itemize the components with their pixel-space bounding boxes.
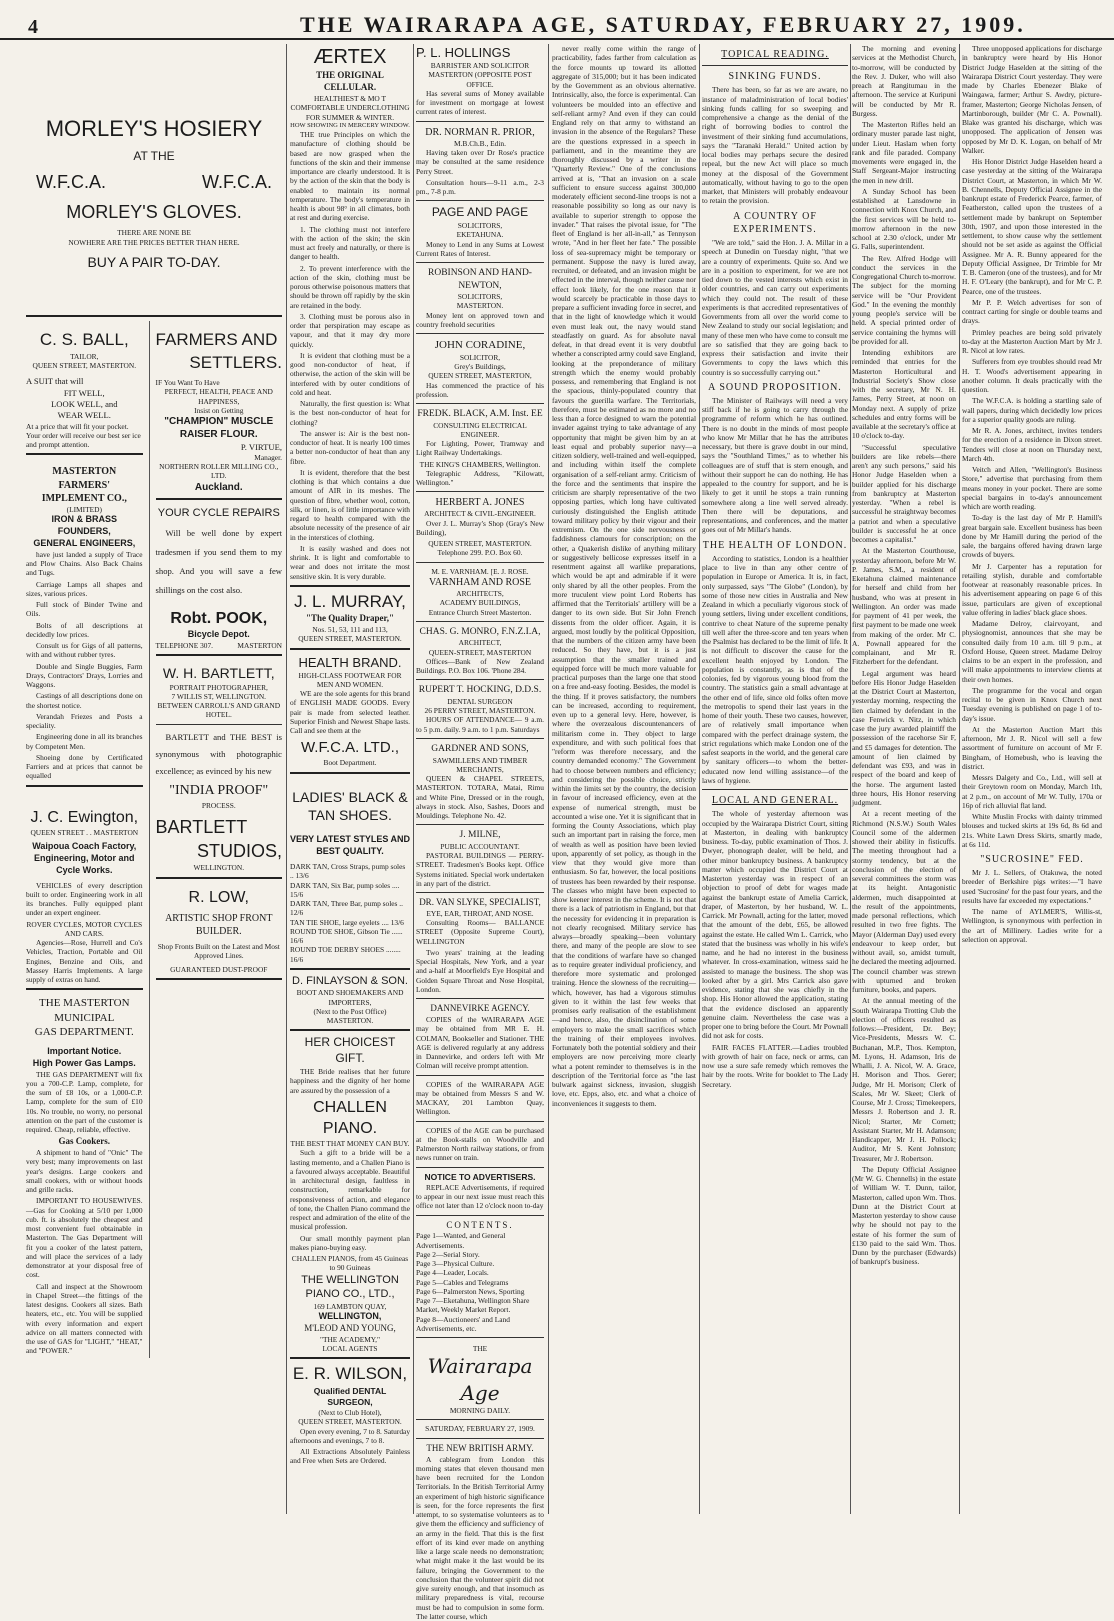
ad-text: Naturally, the first question is: What is the best non-conductor of heat for clothing? bbox=[290, 399, 410, 427]
ad-text: IMPORTANT TO HOUSEWIVES.—Gas for Cooking at 5/10 per 1,000 cub. ft. is absolutely the cheapest and most convenient fuel obtainable in Masterton. The Gas Department will fit you a cooker of the latest pattern, and will place the services of a lady demonstrator at your disposal free of cost. bbox=[26, 1196, 143, 1280]
contents-item: Page 4—Leader, Locals. bbox=[416, 1268, 489, 1278]
ad-text: Shoeing done by Certificated Farriers and at prices that cannot be equalled bbox=[26, 752, 143, 781]
ad-text: For Lighting, Power, Tramway and Light Railway Undertakings. bbox=[416, 439, 544, 458]
ad-text: Has commenced the practice of his profession. bbox=[416, 380, 544, 399]
ad-text: All Extractions Absolutely Painless and Free when Sets are Ordered. bbox=[290, 1447, 410, 1466]
ad-title: HER CHOICEST GIFT. bbox=[304, 1035, 396, 1066]
news-item: Sufferers from eye troubles should read Mr H. T. Wood's advertisement appearing in another column. It deals practically with the question. bbox=[962, 357, 1102, 394]
ad-line: M. E. VARNHAM. [E. J. ROSE. bbox=[431, 566, 529, 576]
ad-ewington bbox=[26, 807, 143, 985]
news-item: Mr R. A. Jones, architect, invites tenders for the erection of a residence in Dixon street. Tenders will close at noon on Thursday next, March 4th. bbox=[962, 426, 1102, 463]
ad-text: Has several sums of Money available for investment on mortgage at lowest current rates of interest. bbox=[416, 88, 544, 117]
column-6 bbox=[852, 44, 956, 1514]
ad-line: Entrance Church Street Masterton. bbox=[428, 607, 532, 617]
ad-title: MORLEY'S HOSIERY bbox=[45, 116, 263, 141]
column-3 bbox=[416, 44, 544, 1621]
ad-text: BARTLETT and THE BEST is synonymous with photographic excellence; as evinced by his new bbox=[155, 731, 282, 777]
column-1 bbox=[26, 44, 282, 1514]
ad-line: (Next to the Post Office) MASTERTON. bbox=[313, 1006, 387, 1026]
contents-item: Page 6—Palmerston News, Sporting bbox=[416, 1286, 525, 1296]
ad-text: It is easily washed and does not shrink. It is light and comfortable to wear and does not irritate the most sensitive skin. It is very durable. bbox=[290, 543, 410, 581]
news-item: The morning and evening services at the Methodist Church, to-morrow, will be conducted by the Rev. J. Duker, who will also preach at Rangitumau in the afternoon. The service at Kuripuni will be conducted by Mr R. Burgess. bbox=[852, 44, 956, 118]
ad-text: HOURS OF ATTENDANCE— 9 a.m. to 5 p.m. daily. 9 a.m. to 1 p.m. Saturdays bbox=[416, 715, 544, 734]
column-rule bbox=[850, 44, 851, 1514]
news-item: White Muslin Frocks with dainty trimmed blouses and tucked skirts at 19s 6d, 8s 6d and 21s. White Lawn Dress Skirts, smartly made, at 6s 11d. bbox=[962, 812, 1102, 849]
ad-line: VERY LATEST STYLES AND BEST QUALITY. bbox=[290, 834, 411, 857]
section-heading: CONTENTS. bbox=[446, 1219, 514, 1230]
ad-line: BOOT AND SHOEMAKERS AND IMPORTERS, bbox=[296, 988, 404, 1007]
ad-column-right bbox=[156, 321, 282, 1357]
ad-line: "The Quality Draper," bbox=[306, 613, 394, 624]
article-text: never really come within the range of practicability, fades farther from calculation as the force mounts up toward its allotted aggregate of 315,000; but it has been indicated by the Government as an obvious alternative. Intrinsically, also, the force is experimental. Can volunteers be moulded into an effective and self-reliant army? And even if they can could England rely on that army to withstand an invasion in the absence of the Regulars? These are the questions expressed in a speech in parliament, and in the meantime they are thoroughly discussed by a writer in the "Quarterly Review." One of the conclusions arrived at is, "That an invasion on a scale sufficient to ensure success against 300,000 moderately efficient second-line troops is not a reasonable possibility so long as our navy is available to superior strength to oppose the invader." That raises the pivotal issue, for "The fleet of England is her all-in-all," as Tennyson wrote, "And in her fleet her fate." The possible loss of sea-supremacy might be temporary or permanent. Suppose the navy is lured away, recruited, or defeated, and an invasion might be effected in the interval, though neither cause nor effect look likely, for the one reason that it would scarcely be practicable in those days to prepare a sufficient invading force in secret, and that in the light of knowledge which it would even must leak out, the navy would stand steadfastly on guard. As for absolute naval defeat, in that dread event it is very doubtful whether a conscripted army could save England, looking at the preponderance of military strength which the enemy would probably possess, and remembering that England is not the spacious, thinly-populated country that favours the guerilla warfare. The Territorials, therefore, must be estimated as no more and no less than a force designed to warn the potential invader against trying to take advantage of any opportunity that might be given him by an at least equal and probably superior navy—a citizen soldiery, well-trained and well-equipped, and including within itself the complete organisation of a self-reliant army. Criticism of the force and the sentiments that inspire the criticism are sharply representative of the two opposing parties, which long have cultivated curiously distinguished the English attitude toward military policy by their vigour and their extremism. On the one side nervousness or faddishness clamours for conscription; on the other, a Quakerish dislike of anything military or suggestively bellicose expresses itself in a resentment against all warlike preparations, which would be apt and admirable if it were only shared by all the other peoples. From the more truculent view point Lord Roberts has affirmed that the Territorials' artillery will be a danger to its own side. But Sir John French dissents from the older officer. Again, it is argued, most loudly by the political Opposition, that the numbers of the citizen army have been reduced. So they have, but it is a just assumption that the smaller trained and equipped force will be much more valuable for practical purposes than the large one that stood on a free and-easy footing. Besides, the model is the thing. If it proves satisfactory, the numbers can be increased, according to requirement, even up to a general levy. Here, however, is where the overzealous discountenancers of militarism come in. They object to large expenditure, and with such political foes that "reform was therefore necessary, and the country demanded economy." The Government had to choose between numbers and efficiency; and considering the possible choice, strictly within the limits set by the country, the decision in favour of increased efficiency, even at the expense of numerical strength, must be accounted a wise one. Yet it is significant that in forming the County Associations, which play such an important part in raising the force, men of wealth as well as position have been levied upon, apparently of set policy, as though in the view that they would give more than enthusiasm. So far, however, the local positions of trustees has been rewarded by their response. The classes who might have been expected to show keener interest in the scheme. It is not that there is a lack of patriotism in England, but that the necessity for evidencing it in preparation is not clearly recognised. Military service has always—broadly speaking—been voluntary there, and many of the people are slow to see that the conditions of warfare have so changed as to require greater individual proficiency, and therefore more systematic and prolonged training. Hence the slowness of the recruiting—which, however, has had a vigorous stimulus given to it within the last few weeks that promises early realisation of the establishment—and hence, also, the disinclination of some employers to make the small sacrifices which the training of their employees involves. Fortunately both the potential soldiery and their employers are now perceiving more clearly what a potent reminder to themselves is in the description of the Territorial force as "the last bulwark against sickness, invasion, sluggish love, etc. Epps, also, etc. and what a choice of inconveniences it suggests to them. bbox=[552, 44, 696, 1108]
news-item: At the annual meeting of the South Wairarapa Trotting Club the election of officers resulted as follows:—President, Dr. Bey; Vice-Presidents, Messrs W. C. Buchanan, M.P., Thos. Kempton, M. Lyons, H. Adamson, Iris de Whalli, J. A. Nicol, W. A. Grace, H. Morison and Thos. Gerer; Judge, Mr H. Morison; Clerk of Scales, Mr W. Skeet; Clerk of Course, Mr J. Cross; Timekeepers, Messrs J. Robertson and J. R. Nicol; Starter, Mr Cornett; Assistant Starter, Mr H. Adamson; Handicapper, Mr J. H. Pollock; Auditor, Mr S. Kent Johnston; Treasurer, Mr J. Robertson. bbox=[852, 996, 956, 1163]
ad-title: R. LOW, bbox=[188, 888, 249, 906]
ad-text: Call and inspect at the Showroom in Chapel Street—the fittings of the latest designs. Cookers all sizes. Bath heaters, etc., etc. You will be supplied with every information and expert advice on all matters connected with the use of GAS for "LIGHT," "HEAT," and "POWER." bbox=[26, 1281, 143, 1356]
ad-text: Money to Lend in any Sums at Lowest Current Rates of Interest. bbox=[416, 239, 544, 258]
ad-line: Nos. 51, 53, 111 and 113, bbox=[312, 625, 388, 635]
contents-item: Page 3—Physical Culture. bbox=[416, 1259, 495, 1269]
ad-title: DR. VAN SLYKE, SPECIALIST, bbox=[419, 897, 541, 908]
contents-item: Page 1—Wanted, and General Advertisements. bbox=[416, 1231, 506, 1250]
ad-line: M.B.Ch.B., Edin. bbox=[454, 138, 506, 148]
ad-title: PAGE AND PAGE bbox=[431, 205, 529, 220]
ad-line: Your order will receive our best ser ice and prompt attention. bbox=[26, 430, 141, 450]
ad-line: SOLICITOR, bbox=[459, 352, 501, 362]
ad-line: TELEPHONE 307. bbox=[155, 640, 214, 650]
section-heading: TOPICAL READING. bbox=[721, 49, 829, 60]
ad-line: LOCAL AGENTS bbox=[322, 1343, 378, 1353]
ad-title: D. FINLAYSON & SON. bbox=[292, 974, 408, 987]
contents-list bbox=[416, 1231, 544, 1333]
ad-line: IRON & BRASS FOUNDERS, bbox=[51, 514, 118, 537]
ad-text: Our small monthly payment plan makes piano-buying easy. bbox=[290, 1233, 410, 1252]
paper-name: Wairarapa Age bbox=[427, 1354, 533, 1405]
ad-line: (Next to Club Hotel), bbox=[318, 1408, 382, 1418]
ad-text: Engineering done in all its branches by Competent Men. bbox=[26, 732, 143, 751]
ad-line: QUEEN STREET, MASTERTON. bbox=[428, 539, 532, 549]
ad-farmers bbox=[156, 329, 282, 494]
article-heading: A COUNTRY OF EXPERIMENTS. bbox=[733, 210, 817, 235]
news-item: The programme for the vocal and organ recital to be given in Knox Church next Tuesday evening is published on page 1 of to-day's issue. bbox=[962, 685, 1102, 723]
news-item: Three unopposed applications for discharge in bankruptcy were heard by His Honor District Judge Haselden at the sitting of the Wairarapa District Court yesterday. They were made by Charles Ebenezer Blake of Waingawa, farmer; Arthur S. Awdry, picture-framer, Masterton; George Nicholas Jensen, of Martinborough, builder (Mr C. A. Pownall). Blake was granted his discharge, which was unopposed. The application of Jensen was opposed by Mr D. K. Logan, on behalf of Mr Walker. bbox=[962, 44, 1102, 155]
ad-line: (LIMITED) bbox=[66, 504, 102, 514]
ad-title: RUPERT T. HOCKING, D.D.S. bbox=[418, 685, 542, 696]
ad-line: CONSULTING ELECTRICAL ENGINEER. bbox=[433, 420, 527, 439]
ad-text: Will be well done by expert tradesmen if you send them to my shop. And you will save a few shillings on the cost also. bbox=[155, 528, 282, 596]
article-heading: "SUCROSINE" FED. bbox=[980, 854, 1084, 865]
ad-title: C. S. BALL, bbox=[39, 330, 129, 350]
column-5 bbox=[702, 44, 848, 1514]
news-item: His Honor District Judge Haselden heard a case yesterday at the sitting of the Wairarapa District Court, at Masterton, in which Mr W. B. Chennells, Deputy Official Assignee in the bankrupt estate of Frederick Pearce, farmer, of Featherston, called upon the trustees of a settlement made by bankrupt on September 30th, 1907, and upon those interested in the settlement, to show cause why the settlement should not be set aside as against the Official Assignee. Mr A. R. Bunny appeared for the Deputy Official Assignee, Dr Trimble for Mr T. B. Cameron (one of the trustees), and for Mr H. F. O'Leary (the bankrupt), and for Mr C. P. Pearce, one of the trustees. bbox=[962, 157, 1102, 296]
news-item: Primley peaches are being sold privately to-day at the Masterton Auction Mart by Mr J. R. Nicol at low rates. bbox=[962, 327, 1102, 355]
ad-line: HIGH-CLASS FOOTWEAR FOR MEN AND WOMEN. bbox=[298, 670, 402, 689]
article-text: The Minister of Railways will need a very stiff back if he is going to carry through the programme of reform which he has outlined. There is no doubt in the minds of most people who know Mr Millar that he has the attributes necessary, but there is grave doubt in our mind, says the "Southland Times," as to whether his colleagues are of stuff that is stern enough, and without their support he can do nothing. He has appealed to the country for support, and he is likely to get it until he stops a train running somewhere along a line well served already. Then there will be deputations, and representations, and conferences, and the matter goes out of Mr Millar's hands. bbox=[702, 395, 848, 535]
ad-text: 2. To prevent interference with the action of the skin, clothing must be porous otherwise poisonous matters that should be thrown off rapidly by the skin are retained in the body. bbox=[290, 263, 410, 310]
contents-item: Page 5—Cables and Telegrams bbox=[416, 1277, 509, 1287]
ad-text: VEHICLES of every description built to order. Engineering work in all its branches. Fully equipped plant under an expert engineer. bbox=[26, 880, 143, 918]
ad-text: Consultation hours—9-11 a.m., 2-3 pm., 7-8 p.m. bbox=[416, 177, 544, 197]
ad-title: J. C. Ewington, bbox=[30, 808, 139, 826]
ad-line: HOW SHOWING IN MERCERY WINDOW. bbox=[290, 121, 410, 129]
ad-line: PUBLIC ACCOUNTANT. bbox=[440, 841, 520, 851]
ad-title: FARMERS AND bbox=[155, 330, 278, 350]
contents-item: Page 8—Auctioneers' and Land Advertisements, etc. bbox=[416, 1314, 510, 1333]
article-heading: THE NEW BRITISH ARMY. bbox=[426, 1442, 534, 1453]
ad-text: Over J. L. Murray's Shop (Gray's New Building), bbox=[416, 518, 544, 537]
ad-bartlett-studios bbox=[156, 729, 282, 873]
column-rule bbox=[548, 44, 549, 1514]
ad-line: MASTERTON (OPPOSITE POST OFFICE. bbox=[428, 70, 532, 89]
ad-text: COPIES of the WAIRARAPA AGE may be obtained from Messrs S and W. MACKAY, 201 Lambton Quay, Wellington. bbox=[416, 1079, 544, 1117]
ad-text: COPIES of the WAIRARAPA AGE may be obtained from MR E. H. COLMAN, Bookseller and Stationer. THE AGE is delivered regularly at any address in Dannevirke, and orders left with Mr Colman will receive prompt attention. bbox=[416, 1015, 544, 1071]
ad-text: THE true Principles on which the manufacture of clothing should be based are now grasped when the functions of the skin and their immense importance are clearly understood. It is by the action of the skin that the body is enabled to maintain its normal temperature. The body's temperature in health is about 98° in all climates, both at rest and during exercise. bbox=[290, 130, 410, 223]
article-heading: THE HEALTH OF LONDON. bbox=[702, 539, 848, 551]
news-item: Madame Delroy, clairvoyant, and physiognomist, announces that she may be consulted daily from 10 a.m. till 9 p.m., at Oxford House, Queen street. Madame Delroy claims to be an expert in the profession, and will make appointments to interview clients at their own homes. bbox=[962, 619, 1102, 684]
article-text: A cablegram from London this morning states that eleven thousand men have been recruited for the London Territorials. In the British Territorial Army an experiment of high historic significance is seen, for the force represents the first attempt, to so systematise volunteers as to give them the efficiency and sufficiency of an army in the field. That this is the first effort of its kind ever made on anything like a large scale needs no demonstration; what might make it the last would be its failure, bringing the Government to the conclusion that the volunteer spirit did not give sureity enough, and that insomuch as military preparedness is vital, recourse must be had to compulsion in some form. The latter course, which bbox=[416, 1454, 544, 1621]
price-list-item: DARK TAN, Six Bar, pump soles .... 15/6 bbox=[290, 880, 400, 899]
ad-line: 26 PERRY STREET, MASTERTON. bbox=[424, 706, 536, 716]
ad-line: WELLINGTON. bbox=[193, 863, 245, 873]
ad-line: M'LEOD AND YOUNG, bbox=[304, 1322, 396, 1333]
ad-line: THE ORIGINAL CELLULAR. bbox=[316, 70, 384, 93]
news-item: Veitch and Allen, "Wellington's Business Store," advertise that purchasing from them means money in your pocket. There are some special bargains in to-day's announcement which are worth reading. bbox=[962, 465, 1102, 511]
ad-text: PASTORAL BUILDINGS — PERRY-STREET. Tradesmen's Books kept. Office Systems initiated. Special work undertaken in any part of the district. bbox=[416, 851, 544, 888]
article-text: "We are told," said the Hon. J. A. Millar in a speech at Dunedin on Tuesday night, "that we are a country of experiments. Quite so. And we are in a position to experiment, for we are not tied down to the vested interests which exist in older countries, and can carry out experiments which they could not. The result of these experiments is that accredited representatives of Governments from all over the world come to New Zealand to study our social legislation; and many of these men who have come to consult me are so satisfied that they are going back to express their satisfaction and invite their Governments to copy the laws which this country is so successfully carrying out." bbox=[702, 238, 848, 377]
news-item: Messrs Dalgety and Co., Ltd., will sell at their Greytown room on Monday, March 1th, at 2 p.m., on account of Mr W. Tully, 170a or 16p of rich alluvial flat land. bbox=[962, 773, 1102, 810]
ad-line: Gas Cookers. bbox=[58, 1136, 111, 1147]
ad-line: PERFECT, HEALTH, PEACE AND HAPPINESS, bbox=[164, 387, 273, 406]
news-item: Mr P. P. Welch advertises for son of contract carting for single or double teams and drays. bbox=[962, 297, 1102, 326]
ad-line: ARCHITECT, bbox=[458, 638, 502, 648]
news-item: Legal argument was heard before His Honor Judge Haselden at the District Court at Masterton, yesterday morning, respecting the lien claimed by defendant in the case Fenwick v. Nitz, in which case the jury awarded plaintiff the possession of the racehorse Sir F, and £5 damages for detention. The amount of lien claimed by defendant was £93, and was in respect of the board and keep of the horse. The argument lasted three hours, His Honor reserving judgment. bbox=[852, 668, 956, 807]
ad-line: THE WELLINGTON PIANO CO., LTD., bbox=[301, 1273, 399, 1301]
news-item: The Rev. Alfred Hodge will conduct the services in the Congregational Church to-morrow. The subject for the morning service will be "Our Provident God." In the evening the monthly young people's service will be held. A special printed order of service containing the hymns will be provided for all. bbox=[852, 253, 956, 346]
ad-line: BUY A PAIR TO-DAY. bbox=[87, 253, 221, 270]
price-list-item: DARK TAN, Cross Straps, pump soles .. 13/6 bbox=[290, 862, 406, 881]
ad-text: 1. The clothing must not interfere with the action of the skin; the skin must act freely and naturally, or there is danger to health. bbox=[290, 224, 410, 262]
ad-title: ÆRTEX bbox=[313, 46, 387, 68]
news-item: Mr J. L. Sellers, of Otakuwa, the noted breeder of Berkshire pigs writes:—"I have used 'Sucrosine' for the past four years, and the results have far exceeded my expectations." bbox=[962, 868, 1102, 905]
ad-line: Insist on Getting bbox=[194, 405, 244, 415]
ad-title: JOHN CORADINE, bbox=[434, 339, 526, 352]
ad-text: 3. Clothing must be porous also in order that perspiration may escape as vapour, and that it may dry more quickly. bbox=[290, 311, 410, 349]
ad-text: Full stock of Binder Twine and Oils. bbox=[26, 600, 143, 619]
ad-line: ARCHITECTS, bbox=[456, 589, 504, 599]
ad-line: QUEEN STREET, MASTERTON. bbox=[32, 361, 137, 371]
ad-title: CHALLEN PIANO. bbox=[313, 1098, 387, 1137]
ad-line: DENTAL SURGEON bbox=[447, 696, 513, 706]
news-item: The W.F.C.A. is holding a startling sale of wall papers, during which decidedly low prices for a superior quality goods are ruling. bbox=[962, 396, 1102, 424]
ad-line: "CHAMPION" MUSCLE RAISER FLOUR. bbox=[164, 416, 274, 441]
news-item: The Masterton Rifles held an ordinary muster parade last night, under Lieut. Haslam when forty rank and file paraded. Company movements were engaged in, the Staff Sergeant-Major instructing the men in new drill. bbox=[852, 120, 956, 185]
news-item: At a recent meeting of the Richmond (N.S.W.) South Wales Council some of the aldermen showed their ability in fisticuffs. The meeting throughout had a stormy tendency, but at the conclusion of the election of several committees the storm was at its height. Antagonistic aldermen, much disappointed at the result of the appointments, made personal reflections, which resulted in two free fights. The Mayor (Alderman Day) used every endeavour to keep order, but without avail, so, amidst tumult, he declared the meeting adjourned. The council chamber was strewn with upturned and broken furniture, books, and papers. bbox=[852, 809, 956, 994]
ad-line: "INDIA PROOF" bbox=[169, 783, 269, 799]
ad-line: HEALTHIEST & MO T COMFORTABLE UNDERCLOTHING FOR SUMMER & WINTER. bbox=[290, 94, 410, 122]
article-heading: A SOUND PROPOSITION. bbox=[708, 381, 842, 393]
ad-title: E. R. WILSON, bbox=[292, 1364, 408, 1384]
ad-title: CHAS. G. MONRO, F.N.Z.I.A, bbox=[419, 626, 541, 637]
ad-line: WELLINGTON, bbox=[318, 1310, 382, 1321]
news-item: The name of AYLMER'S, Willis-st, Wellington, is synonymous with perfection in the art of Millinery. Ladies write for a selection on approval. bbox=[962, 907, 1102, 944]
ad-text: Carriage Lamps all shapes and sizes, various prices. bbox=[26, 579, 143, 598]
ad-text: A shipment to hand of "Onic" The very best; many improvements on last year's designs. Large cookers and small cookers, with or without hoods and grille racks. bbox=[26, 1148, 143, 1195]
news-item: At the Masterton Courthouse, yesterday afternoon, before Mr W. P. James, S.M., a resident of Eketahuna claimed maintenance for herself and child from her husband, who was at present in Wellington. An order was made for payment of 41 per week, the first payment to be made one week from making of the order. Mr C. A. Pownall appeared for the complainant, and Mr R. Fitzherbert for the defendant. bbox=[852, 546, 956, 667]
ad-title: HEALTH BRAND. bbox=[298, 654, 402, 670]
article-text: The whole of yesterday afternoon was occupied by the Wairarapa District Court, sitting at Masterton, in dealing with bankruptcy business. To-day, public examination of Thos. J. Dwyer, phonograph dealer, will be held, and other minor bankruptcy business. A bankruptcy matter which occupied the District Court at Masterton yesterday was in respect of an objection to proof of debt for wages made against the bankrupt estate of Amelia Carrick, draper, of Masterton, by her husband, W. L. Carrick. Mr Pownall, acting for the latter, moved that the amount of the debt, £65, be allowed against the estate. He called Wm L. Carrick, who stated that the business was wholly in his wife's name, and he had no interest in the business whatever. In cross-examination, witness said he assisted to manage the business. The shop was looked after by a girl. Mrs Carrick also gave evidence, stating that she was chiefly in the shop. His Honor allowed the application, stating that the evidence disclosed an apparently genuine claim. Nevertheless the case was a proper one to bring before the Court. Mr Pownall did not ask for costs. bbox=[702, 809, 848, 1041]
ad-line: ROVER CYCLES, MOTOR CYCLES AND CARS. bbox=[26, 919, 143, 938]
ad-title: MASTERTON FARMERS' IMPLEMENT CO., bbox=[41, 466, 127, 504]
news-item: A Sunday School has been established at Lansdowne in connection with Knox Church, and the first services will be held to-morrow afternoon in the new school at 2.30 o'clock, under Mr G. Falls, superintendent. bbox=[852, 186, 956, 252]
ad-text: It is evident, therefore that the best clothing is that which contains a due amount of AIR in its meshes. The question of fibre, whether wool, cotton, silk, or linen, is of little importance with regard to health compared with the absolute necessity of the presence of air in the interstices of clothing. bbox=[290, 467, 410, 542]
ad-line: High Power Gas Lamps. bbox=[32, 1057, 136, 1068]
ad-line: Important Notice. bbox=[47, 1045, 122, 1056]
ad-line: Telephone 299. P.O. Box 60. bbox=[437, 548, 523, 558]
ad-line: IF You Want To Have bbox=[155, 378, 220, 388]
ad-title: GAS DEPARTMENT. bbox=[34, 1026, 134, 1039]
ad-line: P. VIRTUE, bbox=[240, 441, 282, 452]
column-rule bbox=[959, 44, 960, 1514]
ad-line: GUARANTEED DUST-PROOF bbox=[170, 964, 268, 974]
ad-title: P. L. HOLLINGS bbox=[416, 45, 511, 60]
ad-title: GARDNER AND SONS, bbox=[431, 743, 529, 754]
ad-line: WEAR WELL. bbox=[57, 410, 111, 421]
ad-line: At a price that will fit your pocket. bbox=[26, 421, 129, 431]
ad-text: THE GAS DEPARTMENT will fix you a 700-C.P. Lamp, complete, for the sum of £8 10s, or a 1,000-C.P. Lamp, complete for the sum of £10 10s. No trouble, no worry, no personal attention on the part of the customer is required. Cheap, reliable, effective. bbox=[26, 1069, 143, 1135]
ad-text: have just landed a supply of Trace and Plow Chains. Also Back Chains and Tugs. bbox=[26, 549, 143, 578]
ad-text: Verandah Friezes and Posts a speciality. bbox=[26, 711, 143, 731]
newspaper-title: THE WAIRARAPA AGE, SATURDAY, FEBRUARY 27, 1909. bbox=[300, 12, 1026, 37]
paper-date: SATURDAY, FEBRUARY 27, 1909. bbox=[425, 1424, 535, 1434]
ad-gas bbox=[26, 996, 143, 1355]
ad-text: The answer is: Air is the best non-conductor of heat. It is nearly 100 times a better non-conductor of heat than any fibre. bbox=[290, 428, 410, 466]
price-list-item: ROUND TOE SHOE, Gibson Tie ...... 16/6 bbox=[290, 926, 403, 946]
ad-line: PORTRAIT PHOTOGRAPHER, bbox=[169, 682, 268, 692]
ad-text: WE are the sole agents for this brand of ENGLISH MADE GOODS. Every pair is made from selected leather. Superior Finish and Newest Shape lasts. Call and see them at the bbox=[290, 689, 410, 736]
ad-text: THE Bride realises that her future happiness and the dignity of her home are assured by the possession of a bbox=[290, 1067, 410, 1095]
ad-title: DANNEVIRKE AGENCY. bbox=[430, 1003, 530, 1014]
ad-line: BARRISTER AND SOLICITOR bbox=[430, 61, 530, 71]
ad-title: VARNHAM AND ROSE bbox=[428, 576, 532, 588]
ad-morley bbox=[26, 44, 282, 311]
ad-title: FREDK. BLACK, A.M. Inst. EE bbox=[417, 409, 543, 419]
ad-line: ARTISTIC SHOP FRONT BUILDER. bbox=[165, 912, 273, 938]
column-rule bbox=[699, 44, 700, 1514]
ad-line: 7 WILLIS ST, WELLINGTON. bbox=[171, 691, 267, 701]
contents-item: Page 7—Eketahuna, Wellington Share Market, Weekly Market Report. bbox=[416, 1296, 530, 1315]
article-text: According to statistics, London is a healthier place to live in than any other centre of population in Europe or America. It is, in fact, only surpassed, says "The Globe" (London), by some of those new cities in Australia and New Zealand in which a peculiarly vigorous stock of young settlers, living under excellent conditions, contrive to cheat Nature of the supreme penalty till well after the three-score and ten years when the Psalmist has declared to be the limit of life. It is not difficult to discover the cause for the excellent health enjoyed by London. The population is constantly, as is that of the colonies, fed by vigorous young blood from the country. The statistics gain a small advantage at the other end of life, since old folks often move the metropolis to spend their last years in the home of their youth. These two causes, however, are of relatively small importance when compared with the perfect drainage system, the strict regulations which make London one of the safest seaports in the world, and the general care by sanitary officers—to whom the better-educated now lend willing assistance—of the laws of hygiene. bbox=[702, 553, 848, 785]
column-4 bbox=[552, 44, 696, 1514]
ad-title: W.F.C.A. LTD., bbox=[300, 739, 400, 757]
column-7 bbox=[962, 44, 1102, 1514]
article-text: There has been, so far as we are aware, no instance of maladministration of local bodies' sinking funds calling for so sweeping and comprehensive a change as the denial of the right of borrowing bodies to control the investment of their sinking fund accumulations, says the "Taranaki Herald." United action by local bodies may perhaps secure the desired repeal, but the new Act will place so much money at the disposal of the Government automatically, without having to go to the open market, that Ministers will probably endeavour to retain the provision. bbox=[702, 85, 848, 206]
news-item: Intending exhibitors are reminded that entries for the Masterton Horticultural and Industrial Society's Show close with the secretary, Mr N. H. James, Perry Street, at noon on Monday next. A supply of prize schedules and entry forms will be available at the secretary's office at 10 o'clock to-day. bbox=[852, 348, 956, 441]
ad-text: REPLACE Advertisements, if required to appear in our next issue must reach this office not later than 12 o'clock noon to-day bbox=[416, 1182, 544, 1211]
ad-title: THE MASTERTON bbox=[39, 997, 130, 1010]
ad-line: QUEEN STREET, MASTERTON. bbox=[298, 1417, 402, 1427]
ad-text: Such a gift to a bride will be a lasting memento, and a Challen Piano is a favoured always acceptable. Beautiful in architectural design, faultless in construction, remarkable for responsiveness of action, and elegance of tone, the Challen Piano command the respect and admiration of the elite of the musical profession. bbox=[290, 1148, 410, 1232]
ad-line: Bicycle Depot. bbox=[187, 629, 250, 640]
ad-line: NORTHERN ROLLER MILLING CO., LTD. bbox=[159, 462, 279, 481]
ad-line: PROCESS. bbox=[201, 800, 236, 810]
ad-line: CHALLEN PIANOS, from 45 Guineas to 90 Guineas bbox=[291, 1254, 409, 1273]
ad-text: Double and Single Buggies, Farm Drays, Contractors' Drays, Lorries and Waggons. bbox=[26, 661, 143, 690]
ad-title: Robt. POOK, bbox=[170, 610, 268, 627]
ad-title: SETTLERS. bbox=[189, 352, 282, 372]
news-item: To-day is the last day of Mr P. Hamill's great bargain sale. Excellent business has been done by Mr Hamill during the period of the sale, the bargains offered having drawn large crowds of buyers. bbox=[962, 513, 1102, 560]
ad-bartlett bbox=[156, 664, 282, 719]
ad-line: QUEEN STREET . . MASTERTON bbox=[30, 827, 139, 837]
ad-text: Consulting Rooms— BALLANCE STREET (Opposite Supreme Court), WELLINGTON bbox=[416, 918, 544, 946]
column-2 bbox=[290, 44, 410, 1514]
ad-line: 169 LAMBTON QUAY, bbox=[313, 1301, 387, 1311]
price-list bbox=[290, 862, 410, 964]
price-list-item: ROUND TOE DERBY SHOES ........ 16/6 bbox=[290, 945, 401, 964]
news-item: "Successful speculative builders are like rebels—there aren't any such persons," said his Honor Judge Haselden when a builder applied for his discharge from bankruptcy at Masterton yesterday. "When a rebel is successful he straightway becomes a patriot and when a speculative builder is successful he at once becomes a capitalist." bbox=[852, 442, 956, 544]
ad-line: THE KING'S CHAMBERS, Wellington. bbox=[419, 459, 541, 469]
ad-line: Waipoua Coach Factory, Engineering, Motor and Cycle Works. bbox=[32, 840, 137, 875]
ad-title: STUDIOS, bbox=[196, 840, 282, 861]
masthead bbox=[0, 0, 1114, 40]
price-list-item: TAN TIE SHOE, large eyelets .... 13/6 bbox=[290, 917, 404, 927]
news-item: At the Masterton Auction Mart this afternoon, Mr J. R. Nicol will sell a few assortment of furniture on account of Mr F. Bingham, of Homebush, who is leaving the district. bbox=[962, 724, 1102, 771]
page-number: 4 bbox=[28, 16, 38, 38]
article-text: FAIR FACES FLATTER.—Ladies troubled with growth of hair on face, neck or arms, can now use a sure safe remedy which removes the hair by the roots. Write for booklet to The Lady Secretary. bbox=[702, 1042, 848, 1089]
ad-title: BARTLETT bbox=[155, 816, 248, 837]
ad-title: DR. NORMAN R. PRIOR, bbox=[425, 126, 535, 138]
ad-line: ACADEMY BUILDINGS, bbox=[439, 598, 521, 608]
ad-line: QUEEN-STREET, MASTERTON bbox=[428, 647, 532, 657]
ad-line: GENERAL ENGINEERS, bbox=[33, 537, 136, 548]
ad-cycle bbox=[156, 506, 282, 650]
section-heading: LOCAL AND GENERAL. bbox=[711, 795, 839, 807]
ad-line: MASTERTON bbox=[237, 640, 282, 650]
contents-item: Page 2—Serial Story. bbox=[416, 1249, 480, 1259]
ad-line: SOLICITORS, bbox=[457, 221, 503, 231]
ad-title: MUNICIPAL bbox=[54, 1011, 115, 1024]
ad-line: EKETAHUNA. bbox=[456, 230, 504, 240]
ad-text: Offices—Bank of New Zealand Buildings. P.O. Box 106. 'Phone 284. bbox=[416, 656, 544, 676]
ad-text: Telegraphic Address, "Kilowatt, Wellington." bbox=[416, 468, 544, 488]
ad-line: SOLICITORS, bbox=[457, 292, 503, 302]
ad-text: It is evident that clothing must be a good non-conductor of heat, if otherwise, the action of the skin will be interfered with by outer conditions of cold and heat. bbox=[290, 350, 410, 397]
ad-line: Manager. bbox=[254, 452, 282, 462]
ad-title: LADIES' BLACK & TAN SHOES. bbox=[292, 788, 408, 823]
ad-title: J. L. MURRAY, bbox=[294, 591, 406, 611]
ad-text: Castings of all descriptions done on the shortest notice. bbox=[26, 691, 143, 710]
ad-line: Qualified DENTAL SURGEON, bbox=[313, 1385, 387, 1407]
ad-text: Open every evening, 7 to 8. Saturday afternoons and evenings, 7 to 8. bbox=[290, 1426, 411, 1445]
paper-sub: MORNING DAILY. bbox=[449, 1406, 511, 1416]
ad-line: A SUIT that will bbox=[26, 376, 84, 387]
ad-line: THE BEST THAT MONEY CAN BUY. bbox=[290, 1139, 410, 1149]
ad-line: TAILOR, bbox=[70, 351, 99, 361]
ad-line: LOOK WELL, and bbox=[51, 398, 118, 409]
section-heading: NOTICE TO ADVERTISERS. bbox=[424, 1171, 536, 1182]
ad-title: YOUR CYCLE REPAIRS bbox=[157, 506, 280, 519]
ad-line: W.F.C.A. bbox=[201, 171, 272, 192]
ad-title: MORLEY'S GLOVES. bbox=[66, 201, 242, 222]
ad-line: MASTERTON. bbox=[456, 301, 504, 311]
ad-line: EYE, EAR, THROAT, AND NOSE. bbox=[426, 908, 534, 918]
news-item: Mr J. Carpenter has a reputation for retailing stylish, durable and comfortable footwear at reasonably reasonable prices. In his advertisement appearing on page 6 of this issue, particulars are given of exceptional value offering in ladies' black glace shoes. bbox=[962, 561, 1102, 617]
ad-line: AT THE bbox=[133, 149, 175, 164]
ad-line: THERE ARE NONE BE bbox=[117, 228, 191, 238]
ad-line: Auckland. bbox=[194, 481, 243, 493]
ad-line: W.F.C.A. bbox=[36, 171, 107, 192]
ad-line: QUEEN STREET, MASTERTON, bbox=[428, 371, 532, 381]
ad-line: Shop Fronts Built on the Latest and Most Approved Lines. bbox=[157, 942, 280, 961]
ad-line: FIT WELL, bbox=[63, 387, 105, 398]
ad-text: Money lent on approved town and country freehold securities bbox=[416, 310, 544, 329]
ad-line: Grey's Buildings, bbox=[454, 362, 506, 371]
ad-low bbox=[156, 887, 282, 974]
ad-line: ARCHITECT & CIVIL-ENGINEER. bbox=[424, 509, 536, 519]
ad-text: Having taken over Dr Rose's practice may be consulted at the same residence Perry Street. bbox=[416, 148, 544, 176]
column-rule bbox=[286, 44, 287, 1514]
price-list-item: DARK TAN, Three Bar, pump soles .. 12/6 bbox=[290, 899, 403, 918]
news-item: The Deputy Official Assignee (Mr W. G. Chennells) in the estate of William W. T. Dunn, tailor, Masterton, called upon Wm. Thos. Dunn at the District Court at Masterton yesterday to show cause why he should not pay to the estate of his former the sum of £130 paid to the said Wm. Thos. Dunn by the purchaser (Edwards) of bankrupt's business. bbox=[852, 1164, 956, 1267]
ad-ball bbox=[26, 321, 143, 1357]
ad-title: ROBINSON AND HAND-NEWTON, bbox=[428, 268, 532, 291]
ad-implement bbox=[26, 465, 143, 780]
ad-text: Two years' training at the leading Special Hospitals, New York, and a year and a-half at Moorfield's Eye Hospital and Golden Square Throat and Nose Hospital, London. bbox=[416, 947, 544, 994]
ad-text: QUEEN & CHAPEL STREETS, MASTERTON. TOTARA, Matai, Rimu and White Pine, Dressed or in the rough, always in stock. Also, Sashes, Doors and Mouldings. Telephone No. 42. bbox=[416, 774, 544, 820]
ad-text: COPIES of the AGE can be purchased at the Book-stalls on Woodville and Palmerston North railway stations, or from news runner on train. bbox=[416, 1125, 544, 1163]
ad-text: Bolts of all descriptions at decidedly low prices. bbox=[26, 620, 143, 639]
ad-line: SAWMILLERS AND TIMBER MERCHANTS, bbox=[432, 755, 528, 774]
ad-title: HERBERT A. JONES bbox=[435, 497, 525, 509]
ad-text: Agencies—Rose, Hurrell and Co's Vehicles, Traction, Portable and Oil Engines, Benzine and Oils, and Massey Harris Implements. A large supply of extras on hand. bbox=[26, 938, 143, 985]
column-rule bbox=[413, 44, 414, 1514]
ad-line: Boot Department. bbox=[323, 758, 377, 768]
article-heading: SINKING FUNDS. bbox=[728, 71, 822, 83]
ad-text: Consult us for Gigs of all patterns, with and without rubber tyres. bbox=[26, 641, 143, 660]
paper-the: THE bbox=[472, 1344, 488, 1354]
ad-line: QUEEN STREET, MASTERTON. bbox=[298, 634, 402, 644]
ad-line: BETWEEN CARROLL'S AND GRAND HOTEL. bbox=[157, 701, 281, 720]
ad-title: W. H. BARTLETT, bbox=[162, 665, 275, 682]
ad-line: "THE ACADEMY," bbox=[319, 1334, 381, 1344]
ad-line: NOWHERE ARE THE PRICES BETTER THAN HERE. bbox=[68, 237, 240, 247]
ad-title: J. MILNE, bbox=[459, 830, 501, 841]
